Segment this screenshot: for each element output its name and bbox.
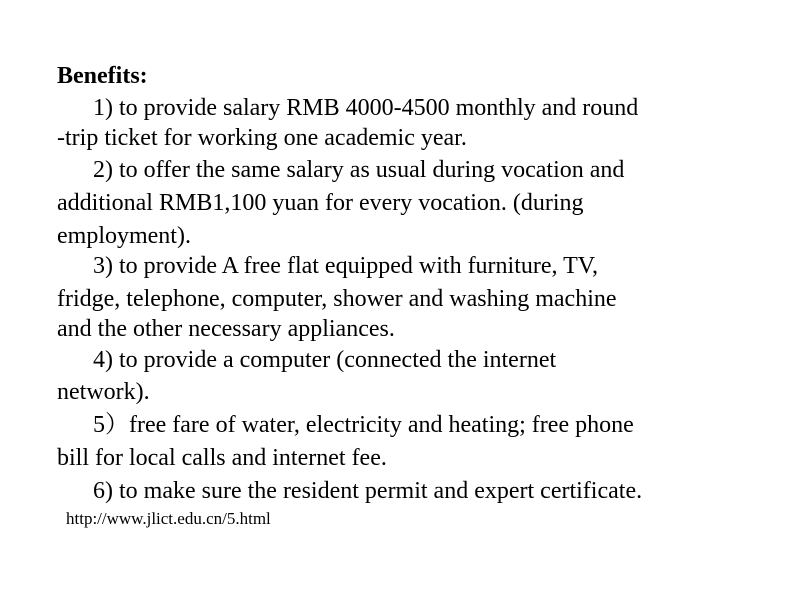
- benefit-2-line-3: employment).: [57, 223, 191, 249]
- benefit-3-line-1: 3) to provide A free flat equipped with furniture, TV,: [93, 253, 598, 279]
- benefit-5-line-1: 5）free fare of water, electricity and heating; free phone: [93, 412, 634, 438]
- benefit-4-line-1: 4) to provide a computer (connected the internet: [93, 347, 557, 373]
- benefit-2-line-2: additional RMB1,100 yuan for every vocation. (during: [57, 190, 584, 216]
- benefit-1-line-2: -trip ticket for working one academic year.: [57, 125, 467, 151]
- benefit-4-line-2: network).: [57, 379, 150, 405]
- benefit-1-line-1: 1) to provide salary RMB 4000-4500 monthly and round: [93, 95, 639, 121]
- benefits-heading: Benefits:: [57, 63, 148, 89]
- source-url: http://www.jlict.edu.cn/5.html: [66, 509, 271, 528]
- benefit-3-line-2: fridge, telephone, computer, shower and washing machine: [57, 286, 617, 312]
- benefit-5-line-2: bill for local calls and internet fee.: [57, 445, 387, 471]
- benefit-6-line-1: 6) to make sure the resident permit and expert certificate.: [93, 478, 643, 504]
- benefit-2-line-1: 2) to offer the same salary as usual during vocation and: [93, 157, 625, 183]
- benefit-3-line-3: and the other necessary appliances.: [57, 316, 395, 342]
